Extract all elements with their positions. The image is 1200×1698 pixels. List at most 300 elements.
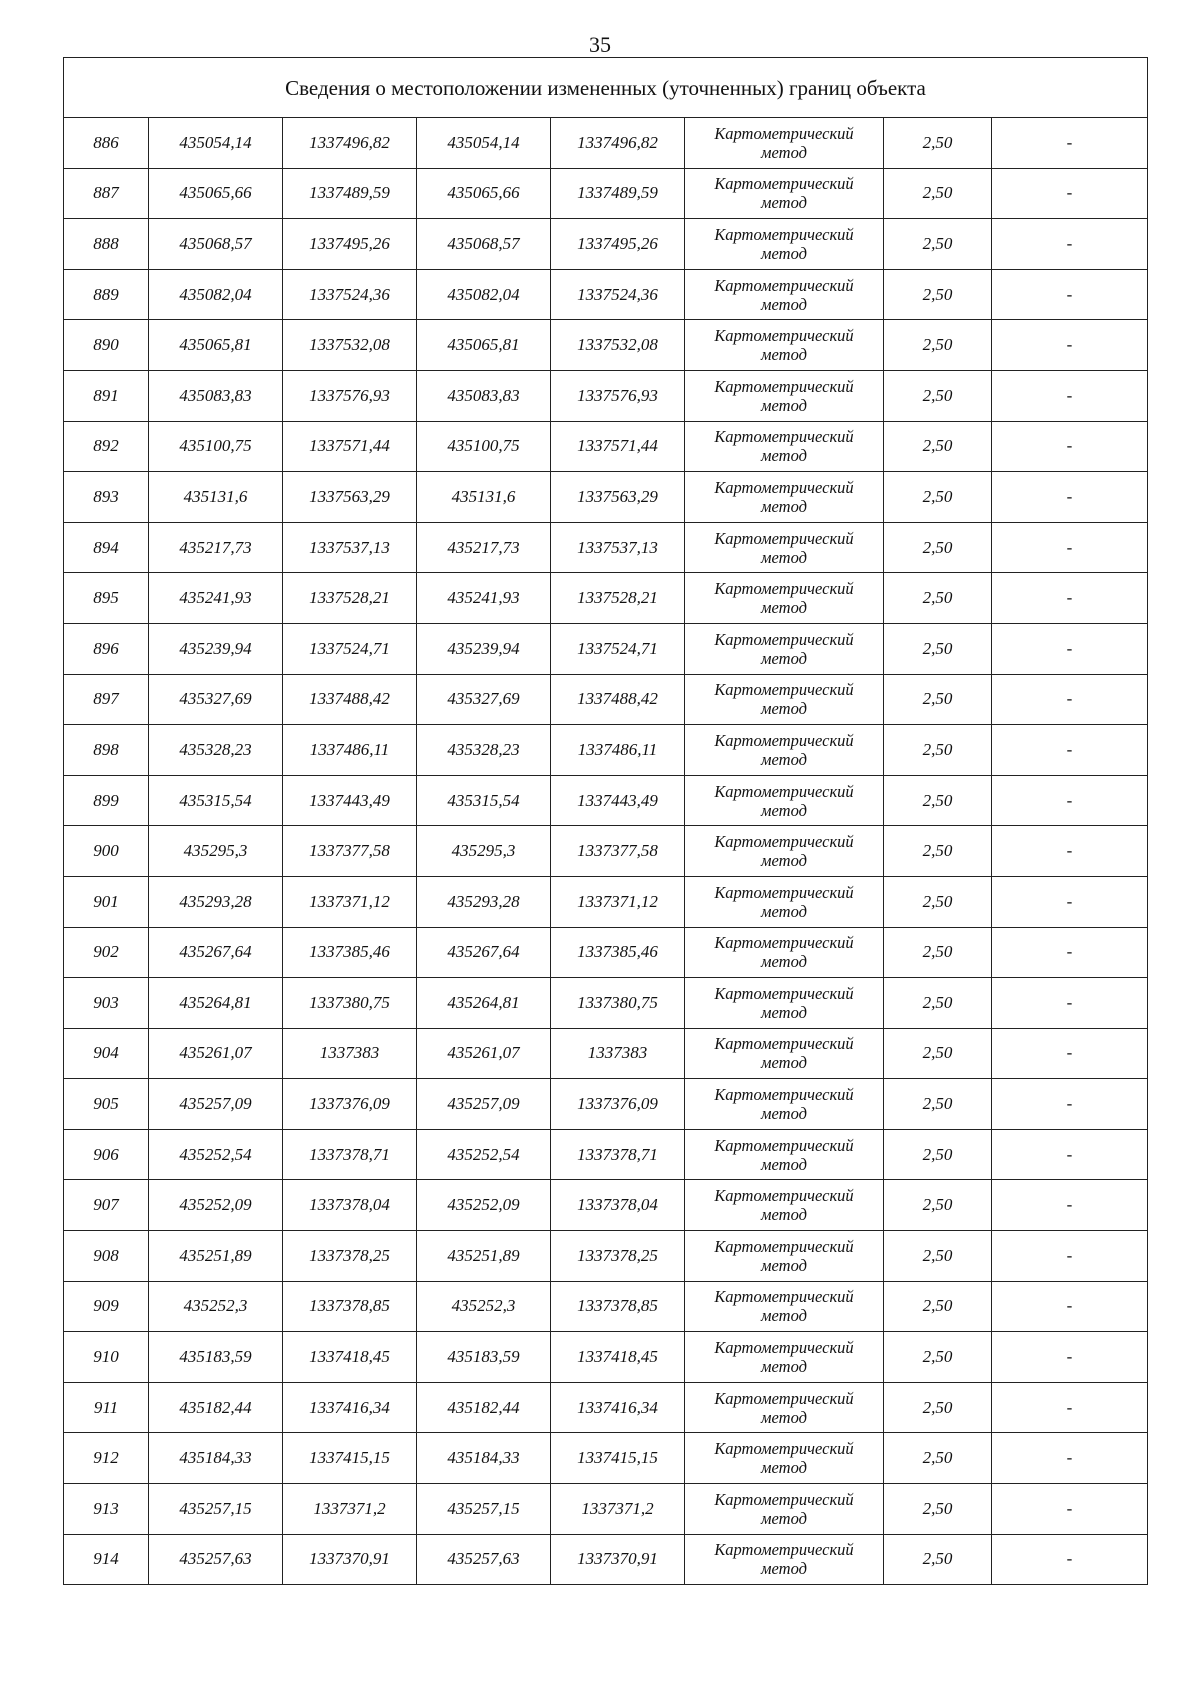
note-cell: -: [992, 1484, 1148, 1535]
refined-y-cell: 1337488,42: [551, 674, 685, 725]
point-number-cell: 888: [64, 219, 149, 270]
existing-y-cell: 1337371,2: [283, 1484, 417, 1535]
refined-x-cell: 435251,89: [417, 1231, 551, 1282]
accuracy-cell: 2,50: [884, 1079, 992, 1130]
method-line-1: Картометрический: [714, 1388, 854, 1408]
accuracy-cell: 2,50: [884, 826, 992, 877]
method-cell: [685, 927, 884, 978]
existing-y-cell: 1337418,45: [283, 1332, 417, 1383]
refined-y-cell: 1337378,04: [551, 1180, 685, 1231]
table-row: [64, 1433, 1148, 1484]
method-line-1: Картометрический: [714, 1135, 854, 1155]
page-number: 35: [589, 32, 611, 57]
point-number-cell: 914: [64, 1534, 149, 1585]
table-row: [64, 118, 1148, 169]
point-number-cell: 893: [64, 472, 149, 523]
note-cell: -: [992, 978, 1148, 1029]
existing-y-cell: 1337524,36: [283, 269, 417, 320]
refined-x-cell: 435327,69: [417, 674, 551, 725]
refined-y-cell: 1337495,26: [551, 219, 685, 270]
refined-y-cell: 1337371,2: [551, 1484, 685, 1535]
method-line-2: метод: [761, 142, 807, 162]
accuracy-cell: 2,50: [884, 219, 992, 270]
point-number-cell: 896: [64, 623, 149, 674]
point-number-cell: 903: [64, 978, 149, 1029]
method-cell: [685, 522, 884, 573]
existing-x-cell: 435252,3: [149, 1281, 283, 1332]
point-number-cell: 913: [64, 1484, 149, 1535]
method-line-2: метод: [761, 1154, 807, 1174]
method-line-1: Картометрический: [714, 1236, 854, 1256]
refined-x-cell: 435241,93: [417, 573, 551, 624]
note-cell: -: [992, 421, 1148, 472]
note-cell: -: [992, 1332, 1148, 1383]
method-line-1: Картометрический: [714, 376, 854, 396]
method-line-2: метод: [761, 193, 807, 213]
existing-y-cell: 1337385,46: [283, 927, 417, 978]
table-row: [64, 1231, 1148, 1282]
note-cell: -: [992, 876, 1148, 927]
method-cell: [685, 775, 884, 826]
refined-y-cell: 1337377,58: [551, 826, 685, 877]
method-cell: [685, 421, 884, 472]
table-row: [64, 876, 1148, 927]
accuracy-cell: 2,50: [884, 876, 992, 927]
method-line-2: метод: [761, 496, 807, 516]
method-cell: [685, 623, 884, 674]
point-number-cell: 911: [64, 1382, 149, 1433]
point-number-cell: 890: [64, 320, 149, 371]
refined-x-cell: 435261,07: [417, 1028, 551, 1079]
accuracy-cell: 2,50: [884, 1433, 992, 1484]
method-line-2: метод: [761, 1306, 807, 1326]
method-line-1: Картометрический: [714, 1287, 854, 1307]
point-number-cell: 886: [64, 118, 149, 169]
method-cell: [685, 725, 884, 776]
method-cell: [685, 573, 884, 624]
point-number-cell: 906: [64, 1129, 149, 1180]
method-line-2: метод: [761, 851, 807, 871]
accuracy-cell: 2,50: [884, 1180, 992, 1231]
refined-y-cell: 1337528,21: [551, 573, 685, 624]
existing-x-cell: 435082,04: [149, 269, 283, 320]
method-line-1: Картометрический: [714, 1489, 854, 1509]
method-line-2: метод: [761, 800, 807, 820]
existing-y-cell: 1337532,08: [283, 320, 417, 371]
method-cell: [685, 320, 884, 371]
refined-y-cell: 1337416,34: [551, 1382, 685, 1433]
note-cell: -: [992, 1433, 1148, 1484]
refined-y-cell: 1337376,09: [551, 1079, 685, 1130]
method-cell: [685, 370, 884, 421]
point-number-cell: 899: [64, 775, 149, 826]
accuracy-cell: 2,50: [884, 522, 992, 573]
existing-y-cell: 1337524,71: [283, 623, 417, 674]
method-cell: [685, 1534, 884, 1585]
refined-y-cell: 1337524,71: [551, 623, 685, 674]
existing-x-cell: 435252,54: [149, 1129, 283, 1180]
method-line-2: метод: [761, 294, 807, 314]
point-number-cell: 910: [64, 1332, 149, 1383]
existing-x-cell: 435184,33: [149, 1433, 283, 1484]
table-row: [64, 978, 1148, 1029]
note-cell: -: [992, 1180, 1148, 1231]
refined-x-cell: 435252,09: [417, 1180, 551, 1231]
existing-y-cell: 1337571,44: [283, 421, 417, 472]
refined-y-cell: 1337385,46: [551, 927, 685, 978]
method-cell: [685, 978, 884, 1029]
accuracy-cell: 2,50: [884, 1484, 992, 1535]
point-number-cell: 907: [64, 1180, 149, 1231]
method-line-1: Картометрический: [714, 1540, 854, 1560]
method-cell: [685, 1281, 884, 1332]
accuracy-cell: 2,50: [884, 927, 992, 978]
method-line-1: Картометрический: [714, 832, 854, 852]
existing-x-cell: 435100,75: [149, 421, 283, 472]
refined-y-cell: 1337380,75: [551, 978, 685, 1029]
table-row: [64, 168, 1148, 219]
point-number-cell: 901: [64, 876, 149, 927]
refined-y-cell: 1337378,85: [551, 1281, 685, 1332]
accuracy-cell: 2,50: [884, 1129, 992, 1180]
accuracy-cell: 2,50: [884, 725, 992, 776]
existing-x-cell: 435131,6: [149, 472, 283, 523]
refined-x-cell: 435065,81: [417, 320, 551, 371]
method-line-2: метод: [761, 1357, 807, 1377]
method-line-1: Картометрический: [714, 1439, 854, 1459]
method-cell: [685, 269, 884, 320]
point-number-cell: 908: [64, 1231, 149, 1282]
existing-y-cell: 1337488,42: [283, 674, 417, 725]
existing-y-cell: 1337576,93: [283, 370, 417, 421]
refined-y-cell: 1337370,91: [551, 1534, 685, 1585]
point-number-cell: 887: [64, 168, 149, 219]
refined-y-cell: 1337378,25: [551, 1231, 685, 1282]
method-cell: [685, 1484, 884, 1535]
method-cell: [685, 1433, 884, 1484]
method-line-2: метод: [761, 648, 807, 668]
note-cell: -: [992, 826, 1148, 877]
method-line-2: метод: [761, 598, 807, 618]
refined-y-cell: 1337443,49: [551, 775, 685, 826]
accuracy-cell: 2,50: [884, 118, 992, 169]
existing-x-cell: 435328,23: [149, 725, 283, 776]
refined-y-cell: 1337537,13: [551, 522, 685, 573]
point-number-cell: 895: [64, 573, 149, 624]
point-number-cell: 889: [64, 269, 149, 320]
accuracy-cell: 2,50: [884, 1382, 992, 1433]
existing-x-cell: 435315,54: [149, 775, 283, 826]
note-cell: -: [992, 1079, 1148, 1130]
method-cell: [685, 826, 884, 877]
existing-y-cell: 1337537,13: [283, 522, 417, 573]
method-line-1: Картометрический: [714, 1085, 854, 1105]
existing-y-cell: 1337486,11: [283, 725, 417, 776]
method-line-2: метод: [761, 1002, 807, 1022]
method-cell: [685, 1180, 884, 1231]
accuracy-cell: 2,50: [884, 775, 992, 826]
refined-y-cell: 1337418,45: [551, 1332, 685, 1383]
method-line-1: Картометрический: [714, 427, 854, 447]
refined-y-cell: 1337524,36: [551, 269, 685, 320]
existing-x-cell: 435267,64: [149, 927, 283, 978]
point-number-cell: 912: [64, 1433, 149, 1484]
method-line-1: Картометрический: [714, 224, 854, 244]
accuracy-cell: 2,50: [884, 269, 992, 320]
table-row: [64, 1281, 1148, 1332]
method-line-1: Картометрический: [714, 1034, 854, 1054]
table-row: [64, 623, 1148, 674]
point-number-cell: 909: [64, 1281, 149, 1332]
note-cell: -: [992, 573, 1148, 624]
refined-x-cell: 435068,57: [417, 219, 551, 270]
existing-y-cell: 1337528,21: [283, 573, 417, 624]
method-cell: [685, 472, 884, 523]
accuracy-cell: 2,50: [884, 623, 992, 674]
note-cell: -: [992, 269, 1148, 320]
existing-y-cell: 1337415,15: [283, 1433, 417, 1484]
refined-x-cell: 435054,14: [417, 118, 551, 169]
method-cell: [685, 1231, 884, 1282]
method-line-2: метод: [761, 952, 807, 972]
refined-y-cell: 1337383: [551, 1028, 685, 1079]
refined-x-cell: 435293,28: [417, 876, 551, 927]
method-line-2: метод: [761, 1559, 807, 1579]
table-row: [64, 674, 1148, 725]
existing-x-cell: 435295,3: [149, 826, 283, 877]
refined-x-cell: 435184,33: [417, 1433, 551, 1484]
method-line-1: Картометрический: [714, 1338, 854, 1358]
note-cell: -: [992, 219, 1148, 270]
existing-x-cell: 435252,09: [149, 1180, 283, 1231]
table-row: [64, 725, 1148, 776]
refined-x-cell: 435264,81: [417, 978, 551, 1029]
existing-x-cell: 435068,57: [149, 219, 283, 270]
existing-x-cell: 435293,28: [149, 876, 283, 927]
accuracy-cell: 2,50: [884, 1028, 992, 1079]
existing-y-cell: 1337496,82: [283, 118, 417, 169]
table-row: [64, 219, 1148, 270]
method-line-1: Картометрический: [714, 579, 854, 599]
accuracy-cell: 2,50: [884, 168, 992, 219]
refined-x-cell: 435131,6: [417, 472, 551, 523]
accuracy-cell: 2,50: [884, 421, 992, 472]
note-cell: -: [992, 1281, 1148, 1332]
method-line-1: Картометрический: [714, 326, 854, 346]
refined-y-cell: 1337496,82: [551, 118, 685, 169]
point-number-cell: 904: [64, 1028, 149, 1079]
existing-x-cell: 435065,81: [149, 320, 283, 371]
refined-x-cell: 435239,94: [417, 623, 551, 674]
refined-y-cell: 1337532,08: [551, 320, 685, 371]
table-row: [64, 1332, 1148, 1383]
refined-x-cell: 435083,83: [417, 370, 551, 421]
refined-y-cell: 1337563,29: [551, 472, 685, 523]
boundary-coordinates-table: [63, 57, 1148, 1585]
existing-x-cell: 435241,93: [149, 573, 283, 624]
refined-x-cell: 435252,3: [417, 1281, 551, 1332]
method-line-2: метод: [761, 547, 807, 567]
note-cell: -: [992, 725, 1148, 776]
method-line-2: метод: [761, 1053, 807, 1073]
table-row: [64, 1129, 1148, 1180]
method-line-1: Картометрический: [714, 528, 854, 548]
table-row: [64, 1382, 1148, 1433]
method-line-2: метод: [761, 901, 807, 921]
refined-x-cell: 435183,59: [417, 1332, 551, 1383]
method-cell: [685, 1079, 884, 1130]
note-cell: -: [992, 522, 1148, 573]
refined-y-cell: 1337371,12: [551, 876, 685, 927]
existing-x-cell: 435257,09: [149, 1079, 283, 1130]
table-row: [64, 1180, 1148, 1231]
accuracy-cell: 2,50: [884, 573, 992, 624]
refined-x-cell: 435082,04: [417, 269, 551, 320]
table-body: [64, 118, 1148, 1585]
refined-x-cell: 435315,54: [417, 775, 551, 826]
table-row: [64, 1534, 1148, 1585]
method-line-2: метод: [761, 243, 807, 263]
existing-y-cell: 1337370,91: [283, 1534, 417, 1585]
method-cell: [685, 1332, 884, 1383]
refined-x-cell: 435182,44: [417, 1382, 551, 1433]
method-line-2: метод: [761, 446, 807, 466]
method-line-2: метод: [761, 1205, 807, 1225]
table-row: [64, 573, 1148, 624]
method-line-2: метод: [761, 345, 807, 365]
point-number-cell: 892: [64, 421, 149, 472]
method-cell: [685, 1382, 884, 1433]
existing-x-cell: 435182,44: [149, 1382, 283, 1433]
point-number-cell: 905: [64, 1079, 149, 1130]
table-title: Сведения о местоположении измененных (уточненных) границ объекта: [64, 58, 1148, 118]
table-row: [64, 826, 1148, 877]
existing-x-cell: 435183,59: [149, 1332, 283, 1383]
accuracy-cell: 2,50: [884, 1231, 992, 1282]
existing-y-cell: 1337380,75: [283, 978, 417, 1029]
note-cell: -: [992, 674, 1148, 725]
point-number-cell: 900: [64, 826, 149, 877]
table-row: [64, 775, 1148, 826]
refined-y-cell: 1337378,71: [551, 1129, 685, 1180]
existing-y-cell: 1337378,71: [283, 1129, 417, 1180]
refined-x-cell: 435267,64: [417, 927, 551, 978]
existing-x-cell: 435239,94: [149, 623, 283, 674]
existing-x-cell: 435261,07: [149, 1028, 283, 1079]
method-cell: [685, 1028, 884, 1079]
existing-y-cell: 1337378,85: [283, 1281, 417, 1332]
table-row: [64, 1079, 1148, 1130]
method-line-2: метод: [761, 1255, 807, 1275]
method-line-2: метод: [761, 1407, 807, 1427]
method-cell: [685, 876, 884, 927]
table-row: [64, 320, 1148, 371]
note-cell: -: [992, 370, 1148, 421]
note-cell: -: [992, 775, 1148, 826]
refined-x-cell: 435100,75: [417, 421, 551, 472]
refined-x-cell: 435252,54: [417, 1129, 551, 1180]
method-line-2: метод: [761, 395, 807, 415]
method-line-1: Картометрический: [714, 174, 854, 194]
accuracy-cell: 2,50: [884, 472, 992, 523]
note-cell: -: [992, 168, 1148, 219]
refined-x-cell: 435065,66: [417, 168, 551, 219]
method-cell: [685, 219, 884, 270]
method-cell: [685, 1129, 884, 1180]
note-cell: -: [992, 1231, 1148, 1282]
table-row: [64, 927, 1148, 978]
table-row: [64, 421, 1148, 472]
table-row: [64, 1484, 1148, 1535]
refined-x-cell: 435328,23: [417, 725, 551, 776]
method-line-2: метод: [761, 1508, 807, 1528]
method-line-1: Картометрический: [714, 781, 854, 801]
method-line-2: метод: [761, 1104, 807, 1124]
method-line-2: метод: [761, 1458, 807, 1478]
existing-y-cell: 1337383: [283, 1028, 417, 1079]
existing-y-cell: 1337378,04: [283, 1180, 417, 1231]
note-cell: -: [992, 1129, 1148, 1180]
refined-x-cell: 435295,3: [417, 826, 551, 877]
existing-y-cell: 1337443,49: [283, 775, 417, 826]
existing-x-cell: 435327,69: [149, 674, 283, 725]
refined-x-cell: 435257,09: [417, 1079, 551, 1130]
point-number-cell: 898: [64, 725, 149, 776]
existing-x-cell: 435257,63: [149, 1534, 283, 1585]
existing-y-cell: 1337495,26: [283, 219, 417, 270]
refined-x-cell: 435217,73: [417, 522, 551, 573]
accuracy-cell: 2,50: [884, 1534, 992, 1585]
refined-y-cell: 1337576,93: [551, 370, 685, 421]
table-row: [64, 522, 1148, 573]
refined-y-cell: 1337415,15: [551, 1433, 685, 1484]
method-cell: [685, 674, 884, 725]
existing-x-cell: 435251,89: [149, 1231, 283, 1282]
existing-y-cell: 1337376,09: [283, 1079, 417, 1130]
method-line-2: метод: [761, 749, 807, 769]
method-line-2: метод: [761, 699, 807, 719]
note-cell: -: [992, 1028, 1148, 1079]
refined-y-cell: 1337571,44: [551, 421, 685, 472]
method-line-1: Картометрический: [714, 730, 854, 750]
point-number-cell: 897: [64, 674, 149, 725]
accuracy-cell: 2,50: [884, 1281, 992, 1332]
method-line-1: Картометрический: [714, 275, 854, 295]
refined-y-cell: 1337486,11: [551, 725, 685, 776]
point-number-cell: 894: [64, 522, 149, 573]
note-cell: -: [992, 1382, 1148, 1433]
existing-y-cell: 1337371,12: [283, 876, 417, 927]
existing-x-cell: 435217,73: [149, 522, 283, 573]
existing-x-cell: 435083,83: [149, 370, 283, 421]
table-row: [64, 269, 1148, 320]
existing-y-cell: 1337489,59: [283, 168, 417, 219]
table-row: [64, 1028, 1148, 1079]
method-line-1: Картометрический: [714, 1186, 854, 1206]
accuracy-cell: 2,50: [884, 978, 992, 1029]
refined-x-cell: 435257,15: [417, 1484, 551, 1535]
method-line-1: Картометрический: [714, 933, 854, 953]
method-line-1: Картометрический: [714, 882, 854, 902]
method-line-1: Картометрический: [714, 629, 854, 649]
refined-x-cell: 435257,63: [417, 1534, 551, 1585]
note-cell: -: [992, 320, 1148, 371]
existing-y-cell: 1337416,34: [283, 1382, 417, 1433]
existing-y-cell: 1337378,25: [283, 1231, 417, 1282]
note-cell: -: [992, 118, 1148, 169]
method-line-1: Картометрический: [714, 477, 854, 497]
method-line-1: Картометрический: [714, 123, 854, 143]
